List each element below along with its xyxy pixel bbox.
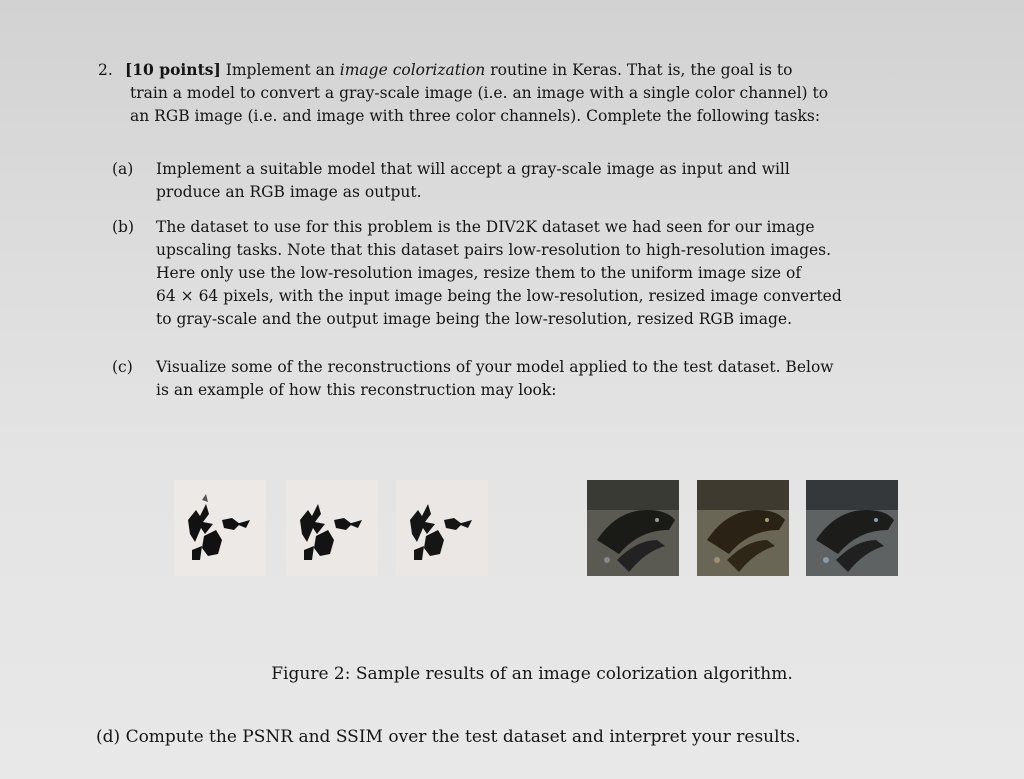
task-b-line-2: upscaling tasks. Note that this dataset pairs low-resolution to high-resolution images. (156, 241, 832, 259)
color-output-image (697, 480, 789, 576)
problem-text-1b: routine in Keras. That is, the goal is to (490, 61, 793, 79)
color-input-image (587, 480, 679, 576)
task-c (112, 356, 952, 402)
figure-images (0, 480, 1024, 580)
task-b-line-4: 64 × 64 pixels, with the input image being the low-resolution, resized image converted (156, 287, 842, 305)
problem-line-1 (98, 58, 948, 82)
task-c-line-2: is an example of how this reconstruction may look: (156, 381, 557, 399)
task-d-label: (d) (96, 727, 121, 747)
color-target-image (806, 480, 898, 576)
task-b-line-5: to gray-scale and the output image being the low-resolution, resized RGB image. (156, 310, 793, 328)
grayscale-input-image (174, 480, 266, 576)
problem-line-2: train a model to convert a gray-scale image (i.e. an image with a single color channel) to (130, 84, 829, 102)
grayscale-target-image (396, 480, 488, 576)
problem-points: [10 points] (124, 60, 221, 79)
figure-caption-text: Figure 2: Sample results of an image colorization algorithm. (271, 664, 793, 684)
problem-number: 2. (98, 61, 113, 79)
task-b-label: (b) (112, 218, 135, 236)
task-a (112, 158, 952, 204)
problem-statement (98, 58, 948, 128)
grayscale-output-image (286, 480, 378, 576)
problem-emphasis: image colorization (339, 61, 486, 79)
task-c-label: (c) (112, 358, 133, 376)
task-a-label: (a) (112, 160, 134, 178)
task-b-line-1: The dataset to use for this problem is the DIV2K dataset we had seen for our image (156, 218, 815, 236)
problem-text-1a: Implement an (225, 61, 335, 79)
task-d (96, 727, 801, 747)
task-c-line-1: Visualize some of the reconstructions of your model applied to the test dataset. Below (156, 358, 834, 376)
task-b-line-3: Here only use the low-resolution images, resize them to the uniform image size of (156, 264, 802, 282)
task-d-text: Compute the PSNR and SSIM over the test dataset and interpret your results. (125, 727, 801, 747)
task-b (112, 216, 952, 331)
problem-line-3: an RGB image (i.e. and image with three color channels). Complete the following tasks: (130, 107, 821, 125)
figure-caption (0, 664, 1024, 684)
task-a-line-1: Implement a suitable model that will accept a gray-scale image as input and will (156, 160, 790, 178)
task-a-line-2: produce an RGB image as output. (156, 183, 422, 201)
